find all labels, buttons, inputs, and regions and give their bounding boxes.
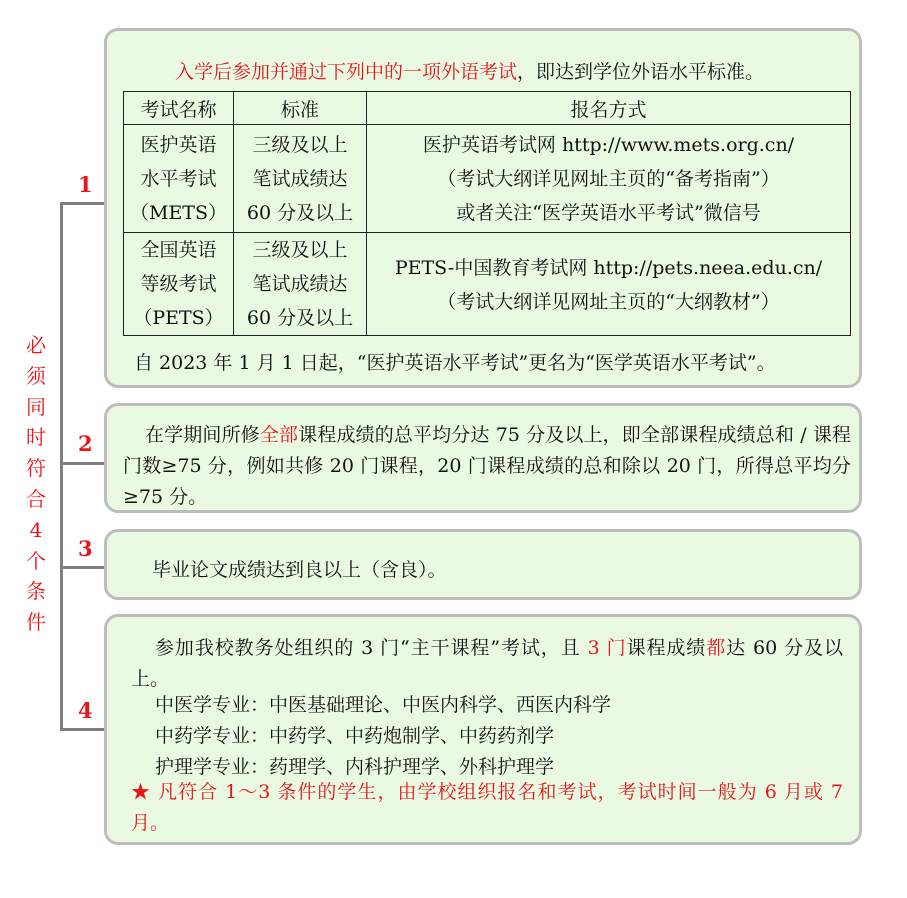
condition-box-2	[104, 403, 862, 513]
condition-number-4: 4	[78, 698, 93, 723]
registration-pets: PETS-中国教育考试网 http://pets.neea.edu.cn/ （考试大纲详见网址主页的“大纲教材”）	[367, 233, 851, 336]
condition-box-4	[104, 614, 862, 845]
registration-mets: 医护英语考试网 http://www.mets.org.cn/ （考试大纲详见网址主页的“备考指南”） 或者关注“医学英语水平考试”微信号	[367, 125, 851, 233]
major-nursing: 护理学专业：药理学、内科护理学、外科护理学	[155, 756, 555, 778]
standard-mets: 三级及以上 笔试成绩达 60 分及以上	[234, 125, 367, 233]
pets-link[interactable]: PETS-中国教育考试网 http://pets.neea.edu.cn/	[394, 257, 823, 279]
mets-link[interactable]: 医护英语考试网 http://www.mets.org.cn/	[422, 133, 795, 156]
bracket-branch-2	[60, 462, 104, 465]
exam-table-header	[124, 92, 851, 125]
header-exam-name: 考试名称	[124, 92, 234, 125]
major-pharmacy: 中药学专业：中药学、中药炮制学、中药药剂学	[155, 725, 555, 747]
exam-name-mets: 医护英语 水平考试 （METS）	[124, 125, 234, 233]
condition-number-2: 2	[78, 431, 93, 456]
condition-4-text: 参加我校教务处组织的 3 门“主干课程”考试，且 3 门课程成绩都达 60 分及以上。	[131, 637, 843, 690]
header-registration: 报名方式	[367, 92, 851, 125]
bracket-vertical	[60, 202, 63, 730]
standard-pets: 三级及以上 笔试成绩达 60 分及以上	[234, 233, 367, 336]
side-label: 必 须 同 时 符 合 4 个 条 件	[26, 333, 46, 635]
exam-table-row	[124, 233, 851, 336]
bracket-branch-3	[60, 566, 104, 569]
rename-note: 自 2023 年 1 月 1 日起，“医护英语水平考试”更名为“医学英语水平考试”。	[134, 352, 776, 374]
bracket-branch-4	[60, 728, 104, 731]
major-chinese-medicine: 中医学专业：中医基础理论、中医内科学、西医内科学	[155, 694, 612, 716]
condition-number-3: 3	[78, 536, 93, 561]
bracket-branch-1	[60, 202, 104, 205]
condition-3-text: 毕业论文成绩达到良以上（含良）。	[152, 559, 447, 581]
condition-box-3	[104, 529, 862, 600]
exam-name-pets: 全国英语 等级考试 （PETS）	[124, 233, 234, 336]
condition-2-text: 在学期间所修全部课程成绩的总平均分达 75 分及以上，即全部课程成绩总和 / 课程门数≥75 分，例如共修 20 门课程，20 门课程成绩的总和除以 20 门，所得总平均分≥75 分。	[123, 424, 851, 508]
star-note: ★ 凡符合 1～3 条件的学生，由学校组织报名和考试，考试时间一般为 6 月或 7 月。	[131, 781, 843, 834]
condition-1-intro: 入学后参加并通过下列中的一项外语考试，即达到学位外语水平标准。	[175, 61, 765, 83]
exam-table-row	[124, 125, 851, 233]
exam-table	[123, 91, 851, 336]
header-standard: 标准	[234, 92, 367, 125]
condition-box-1	[104, 28, 862, 388]
condition-number-1: 1	[78, 172, 93, 197]
